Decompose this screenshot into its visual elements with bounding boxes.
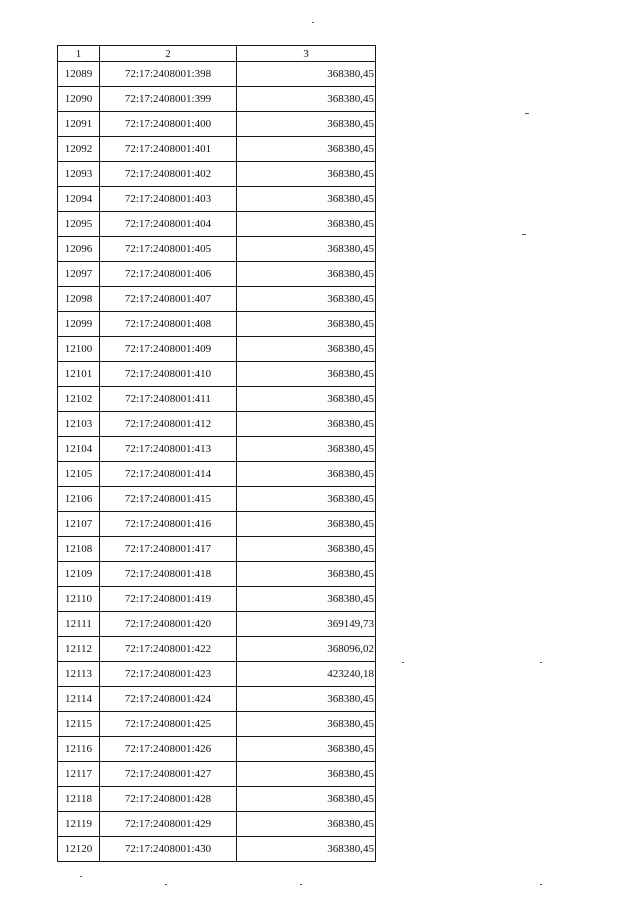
cadastral-number-cell: 72:17:2408001:398 bbox=[100, 62, 237, 87]
value-cell: 368380,45 bbox=[237, 462, 376, 487]
row-number-cell: 12112 bbox=[58, 637, 100, 662]
table-header-row bbox=[58, 46, 376, 62]
cadastral-number-cell: 72:17:2408001:401 bbox=[100, 137, 237, 162]
cadastral-number-cell: 72:17:2408001:405 bbox=[100, 237, 237, 262]
value-cell: 368096,02 bbox=[237, 637, 376, 662]
cadastral-number-cell: 72:17:2408001:430 bbox=[100, 837, 237, 862]
cadastral-number-cell: 72:17:2408001:423 bbox=[100, 662, 237, 687]
value-cell: 368380,45 bbox=[237, 537, 376, 562]
value-cell: 423240,18 bbox=[237, 662, 376, 687]
row-number-cell: 12116 bbox=[58, 737, 100, 762]
value-cell: 368380,45 bbox=[237, 262, 376, 287]
row-number-cell: 12093 bbox=[58, 162, 100, 187]
row-number-cell: 12099 bbox=[58, 312, 100, 337]
cadastral-number-cell: 72:17:2408001:403 bbox=[100, 187, 237, 212]
table-row bbox=[58, 387, 376, 412]
row-number-cell: 12110 bbox=[58, 587, 100, 612]
cadastral-number-cell: 72:17:2408001:424 bbox=[100, 687, 237, 712]
scan-speck bbox=[165, 884, 167, 885]
cadastral-number-cell: 72:17:2408001:418 bbox=[100, 562, 237, 587]
table-row bbox=[58, 762, 376, 787]
row-number-cell: 12098 bbox=[58, 287, 100, 312]
cadastral-number-cell: 72:17:2408001:413 bbox=[100, 437, 237, 462]
value-cell: 368380,45 bbox=[237, 487, 376, 512]
row-number-cell: 12104 bbox=[58, 437, 100, 462]
table-row bbox=[58, 437, 376, 462]
table-row bbox=[58, 737, 376, 762]
scan-speck bbox=[402, 662, 404, 663]
value-cell: 368380,45 bbox=[237, 437, 376, 462]
row-number-cell: 12117 bbox=[58, 762, 100, 787]
value-cell: 368380,45 bbox=[237, 362, 376, 387]
table-row bbox=[58, 612, 376, 637]
value-cell: 368380,45 bbox=[237, 312, 376, 337]
value-cell: 368380,45 bbox=[237, 737, 376, 762]
row-number-cell: 12118 bbox=[58, 787, 100, 812]
row-number-cell: 12114 bbox=[58, 687, 100, 712]
row-number-cell: 12108 bbox=[58, 537, 100, 562]
value-cell: 368380,45 bbox=[237, 137, 376, 162]
value-cell: 368380,45 bbox=[237, 387, 376, 412]
scan-speck bbox=[312, 22, 314, 23]
row-number-cell: 12097 bbox=[58, 262, 100, 287]
row-number-cell: 12107 bbox=[58, 512, 100, 537]
value-cell: 368380,45 bbox=[237, 587, 376, 612]
table-row bbox=[58, 562, 376, 587]
row-number-cell: 12113 bbox=[58, 662, 100, 687]
row-number-cell: 12096 bbox=[58, 237, 100, 262]
row-number-cell: 12111 bbox=[58, 612, 100, 637]
cadastral-number-cell: 72:17:2408001:420 bbox=[100, 612, 237, 637]
cadastral-number-cell: 72:17:2408001:408 bbox=[100, 312, 237, 337]
cadastral-number-cell: 72:17:2408001:412 bbox=[100, 412, 237, 437]
row-number-cell: 12102 bbox=[58, 387, 100, 412]
cadastral-number-cell: 72:17:2408001:417 bbox=[100, 537, 237, 562]
table-row bbox=[58, 412, 376, 437]
row-number-cell: 12106 bbox=[58, 487, 100, 512]
row-number-cell: 12091 bbox=[58, 112, 100, 137]
table-row bbox=[58, 637, 376, 662]
value-cell: 368380,45 bbox=[237, 512, 376, 537]
row-number-cell: 12120 bbox=[58, 837, 100, 862]
row-number-cell: 12115 bbox=[58, 712, 100, 737]
table-row bbox=[58, 362, 376, 387]
table-row bbox=[58, 512, 376, 537]
value-cell: 369149,73 bbox=[237, 612, 376, 637]
table-row bbox=[58, 62, 376, 87]
value-cell: 368380,45 bbox=[237, 162, 376, 187]
row-number-cell: 12089 bbox=[58, 62, 100, 87]
column-header-1: 1 bbox=[58, 46, 100, 62]
scan-speck bbox=[540, 884, 542, 885]
cadastral-number-cell: 72:17:2408001:428 bbox=[100, 787, 237, 812]
value-cell: 368380,45 bbox=[237, 412, 376, 437]
value-cell: 368380,45 bbox=[237, 787, 376, 812]
row-number-cell: 12101 bbox=[58, 362, 100, 387]
cadastral-number-cell: 72:17:2408001:426 bbox=[100, 737, 237, 762]
value-cell: 368380,45 bbox=[237, 237, 376, 262]
value-cell: 368380,45 bbox=[237, 687, 376, 712]
column-header-3: 3 bbox=[237, 46, 376, 62]
cadastral-number-cell: 72:17:2408001:425 bbox=[100, 712, 237, 737]
row-number-cell: 12105 bbox=[58, 462, 100, 487]
value-cell: 368380,45 bbox=[237, 212, 376, 237]
table-row bbox=[58, 112, 376, 137]
table-row bbox=[58, 87, 376, 112]
row-number-cell: 12109 bbox=[58, 562, 100, 587]
value-cell: 368380,45 bbox=[237, 62, 376, 87]
cadastral-number-cell: 72:17:2408001:400 bbox=[100, 112, 237, 137]
row-number-cell: 12119 bbox=[58, 812, 100, 837]
table-row bbox=[58, 462, 376, 487]
table-row bbox=[58, 337, 376, 362]
cadastral-number-cell: 72:17:2408001:427 bbox=[100, 762, 237, 787]
data-table-container bbox=[57, 45, 375, 862]
cadastral-number-cell: 72:17:2408001:422 bbox=[100, 637, 237, 662]
row-number-cell: 12095 bbox=[58, 212, 100, 237]
table-row bbox=[58, 487, 376, 512]
value-cell: 368380,45 bbox=[237, 562, 376, 587]
cadastral-number-cell: 72:17:2408001:414 bbox=[100, 462, 237, 487]
value-cell: 368380,45 bbox=[237, 112, 376, 137]
table-row bbox=[58, 237, 376, 262]
row-number-cell: 12094 bbox=[58, 187, 100, 212]
column-header-2: 2 bbox=[100, 46, 237, 62]
table-row bbox=[58, 687, 376, 712]
value-cell: 368380,45 bbox=[237, 837, 376, 862]
cadastral-number-cell: 72:17:2408001:410 bbox=[100, 362, 237, 387]
cadastral-number-cell: 72:17:2408001:404 bbox=[100, 212, 237, 237]
cadastral-number-cell: 72:17:2408001:402 bbox=[100, 162, 237, 187]
row-number-cell: 12100 bbox=[58, 337, 100, 362]
table-row bbox=[58, 787, 376, 812]
table-row bbox=[58, 537, 376, 562]
table-row bbox=[58, 312, 376, 337]
cadastral-number-cell: 72:17:2408001:419 bbox=[100, 587, 237, 612]
value-cell: 368380,45 bbox=[237, 187, 376, 212]
row-number-cell: 12092 bbox=[58, 137, 100, 162]
table-row bbox=[58, 137, 376, 162]
table-row bbox=[58, 212, 376, 237]
value-cell: 368380,45 bbox=[237, 762, 376, 787]
scan-speck bbox=[522, 234, 526, 235]
table-row bbox=[58, 287, 376, 312]
value-cell: 368380,45 bbox=[237, 812, 376, 837]
cadastral-number-cell: 72:17:2408001:407 bbox=[100, 287, 237, 312]
data-table bbox=[57, 45, 376, 862]
cadastral-number-cell: 72:17:2408001:399 bbox=[100, 87, 237, 112]
table-row bbox=[58, 712, 376, 737]
cadastral-number-cell: 72:17:2408001:411 bbox=[100, 387, 237, 412]
scan-speck bbox=[525, 113, 529, 114]
table-row bbox=[58, 262, 376, 287]
value-cell: 368380,45 bbox=[237, 87, 376, 112]
row-number-cell: 12103 bbox=[58, 412, 100, 437]
scan-speck bbox=[300, 884, 302, 885]
cadastral-number-cell: 72:17:2408001:406 bbox=[100, 262, 237, 287]
scan-speck bbox=[540, 662, 542, 663]
value-cell: 368380,45 bbox=[237, 337, 376, 362]
cadastral-number-cell: 72:17:2408001:409 bbox=[100, 337, 237, 362]
value-cell: 368380,45 bbox=[237, 287, 376, 312]
table-row bbox=[58, 162, 376, 187]
table-row bbox=[58, 662, 376, 687]
table-row bbox=[58, 812, 376, 837]
cadastral-number-cell: 72:17:2408001:429 bbox=[100, 812, 237, 837]
table-row bbox=[58, 187, 376, 212]
scan-speck bbox=[80, 876, 82, 877]
table-body bbox=[58, 62, 376, 862]
row-number-cell: 12090 bbox=[58, 87, 100, 112]
cadastral-number-cell: 72:17:2408001:415 bbox=[100, 487, 237, 512]
cadastral-number-cell: 72:17:2408001:416 bbox=[100, 512, 237, 537]
table-row bbox=[58, 587, 376, 612]
value-cell: 368380,45 bbox=[237, 712, 376, 737]
table-row bbox=[58, 837, 376, 862]
